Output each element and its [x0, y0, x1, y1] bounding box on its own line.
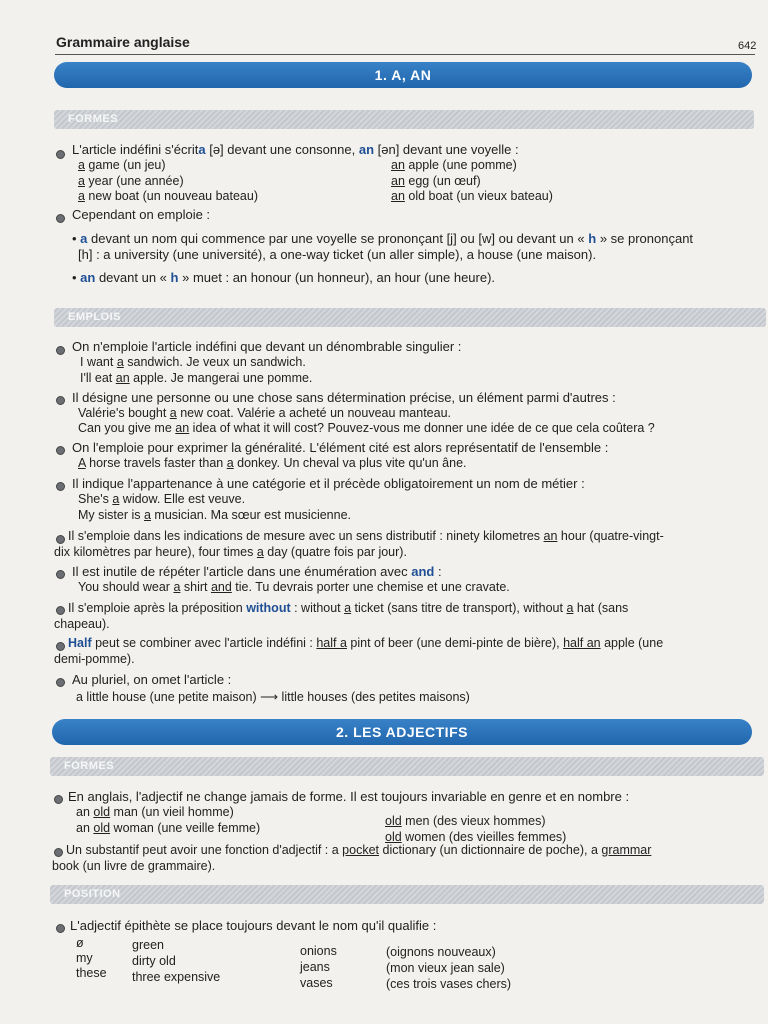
emplois-rule-5: Il s'emploie dans les indications de mesure avec un sens distributif : ninety kilometres an hour (quatre-vingt- [68, 529, 664, 543]
bullet [56, 678, 65, 687]
bullet [56, 446, 65, 455]
bullet [56, 214, 65, 223]
emplois-rule-9: Au pluriel, on omet l'article : [72, 672, 232, 687]
subheading-formes-adjectifs: FORMES [50, 757, 764, 776]
bullet [56, 924, 65, 933]
header-rule [55, 54, 755, 55]
adj-position-rule: L'adjectif épithète se place toujours devant le nom qu'il qualifie : [70, 918, 437, 933]
example-an-apple: an apple (une pomme) [391, 158, 517, 172]
adj-substantif-rule-cont: book (un livre de grammaire). [52, 859, 216, 873]
example-a-game: a game (un jeu) [78, 158, 166, 172]
formes-however: Cependant on emploie : [72, 207, 211, 222]
emplois-ex-widow: She's a widow. Elle est veuve. [78, 492, 246, 506]
position-fr-2: (mon vieux jean sale) [386, 961, 505, 975]
bullet [56, 570, 65, 579]
running-title: Grammaire anglaise [56, 34, 190, 50]
emplois-ex-apple: I'll eat an apple. Je mangerai une pomme. [80, 371, 313, 385]
emplois-ex-idea: Can you give me an idea of what it will cost? Pouvez-vous me donner une idée de ce que cela coûtera ? [78, 421, 655, 435]
position-fr-1: (oignons nouveaux) [386, 945, 496, 959]
formes-an-mute-h: • an devant un « h » muet : an honour (un honneur), an hour (une heure). [72, 270, 496, 285]
bullet [56, 346, 65, 355]
emplois-ex-musician: My sister is a musician. Ma sœur est musicienne. [78, 508, 351, 522]
adj-ex-old-men: old men (des vieux hommes) [385, 814, 546, 828]
emplois-rule-4: Il indique l'appartenance à une catégorie et il précède obligatoirement un nom de métier : [72, 476, 585, 491]
formes-a-examples: [h] : a university (une université), a one-way ticket (un aller simple), a house (une maison). [78, 247, 597, 262]
bullet [54, 848, 63, 857]
position-fr-3: (ces trois vases chers) [386, 977, 512, 991]
bullet [56, 150, 65, 159]
example-an-egg: an egg (un œuf) [391, 174, 481, 188]
subheading-position: POSITION [50, 885, 764, 904]
section-banner-adjectifs: 2. LES ADJECTIFS [52, 719, 752, 745]
bullet [56, 482, 65, 491]
position-noun-3: vases [300, 976, 333, 990]
bullet [56, 606, 65, 615]
emplois-ex-horse: A horse travels faster than a donkey. Un cheval va plus vite qu'un âne. [78, 456, 467, 470]
example-a-new-boat: a new boat (un nouveau bateau) [78, 189, 258, 203]
emplois-rule-8: Half peut se combiner avec l'article indéfini : half a pint of beer (une demi-pinte de bière), half an apple (une [68, 636, 664, 650]
bullet [56, 642, 65, 651]
emplois-rule-6: Il est inutile de répéter l'article dans une énumération avec and : [72, 564, 442, 579]
adj-substantif-rule: Un substantif peut avoir une fonction d'adjectif : a pocket dictionary (un dictionnaire de poche), a grammar [66, 843, 652, 857]
formes-rule: L'article indéfini s'écrita [ə] devant une consonne, an [ən] devant une voyelle : [72, 142, 519, 157]
emplois-rule-2: Il désigne une personne ou une chose sans détermination précise, un élément parmi d'autres : [72, 390, 616, 405]
emplois-rule-8-cont: demi-pomme). [54, 652, 135, 666]
adj-ex-old-man: an old man (un vieil homme) [76, 805, 234, 819]
emplois-ex-houses: a little house (une petite maison) ⟶ little houses (des petites maisons) [76, 690, 470, 704]
emplois-rule-1: On n'emploie l'article indéfini que devant un dénombrable singulier : [72, 339, 462, 354]
bullet [56, 535, 65, 544]
position-det-3: these [76, 966, 107, 980]
emplois-rule-7: Il s'emploie après la préposition without : without a ticket (sans titre de transport), without a hat (sans [68, 601, 629, 615]
example-an-old-boat: an old boat (un vieux bateau) [391, 189, 553, 203]
formes-a-before-j-w: • a devant un nom qui commence par une voyelle se prononçant [j] ou [w] ou devant un « h » se prononçant [72, 231, 694, 246]
section-banner-a-an: 1. A, AN [54, 62, 752, 88]
emplois-ex-sandwich: I want a sandwich. Je veux un sandwich. [80, 355, 306, 369]
emplois-rule-7-cont: chapeau). [54, 617, 110, 631]
subheading-formes: FORMES [54, 110, 754, 129]
bullet [56, 396, 65, 405]
subheading-emplois: EMPLOIS [54, 308, 766, 327]
emplois-ex-shirt-tie: You should wear a shirt and tie. Tu devrais porter une chemise et une cravate. [78, 580, 510, 594]
emplois-rule-3: On l'emploie pour exprimer la généralité. L'élément cité est alors représentatif de l'ensemble : [72, 440, 609, 455]
adj-formes-rule: En anglais, l'adjectif ne change jamais de forme. Il est toujours invariable en genre et en nombre : [68, 789, 630, 804]
position-adj-3: three expensive [132, 970, 221, 984]
page-number: 642 [738, 40, 757, 52]
emplois-ex-coat: Valérie's bought a new coat. Valérie a acheté un nouveau manteau. [78, 406, 452, 420]
emplois-rule-5-cont: dix kilomètres par heure), four times a day (quatre fois par jour). [54, 545, 407, 559]
position-noun-2: jeans [300, 960, 330, 974]
position-adj-2: dirty old [132, 954, 176, 968]
position-det-2: my [76, 951, 93, 965]
adj-ex-old-woman: an old woman (une veille femme) [76, 821, 261, 835]
adj-ex-old-women: old women (des vieilles femmes) [385, 830, 567, 844]
bullet [54, 795, 63, 804]
position-det-1: ø [76, 936, 84, 950]
arrow-right-icon: ⟶ [260, 690, 279, 704]
position-adj-1: green [132, 938, 164, 952]
example-a-year: a year (une année) [78, 174, 184, 188]
position-noun-1: onions [300, 944, 337, 958]
